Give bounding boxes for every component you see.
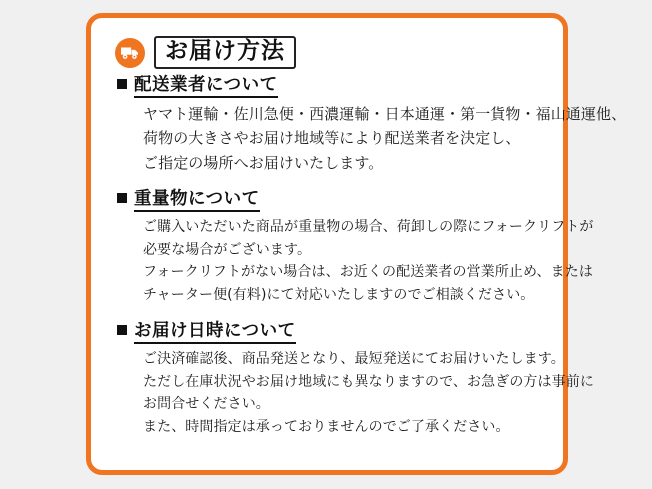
body-line: チャーター便(有料)にて対応いたしますのでご相談ください。: [143, 287, 535, 304]
section-title: 配送業者について: [134, 75, 278, 98]
delivery-truck-icon: [115, 38, 145, 68]
body-line: ただし在庫状況やお届け地域にも異なりますので、お急ぎの方は事前に: [143, 373, 594, 390]
section-delivery-datetime: [117, 320, 594, 439]
section-heading-row: [117, 321, 543, 344]
body-line: ご決済確認後、商品発送となり、最短発送にてお届けいたします。: [143, 350, 565, 367]
body-line: ご購入いただいた商品が重量物の場合、荷卸しの際にフォークリフトが: [143, 219, 594, 236]
body-line: ヤマト運輸・佐川急便・西濃運輸・日本通運・第一貨物・福山通運他、: [143, 105, 627, 124]
filled-square-bullet-icon: [117, 193, 127, 203]
page-title: お届け方法: [165, 38, 285, 64]
section-title: 重量物について: [134, 189, 260, 212]
section-shipping-carrier: [117, 75, 627, 175]
card-title-row: [115, 36, 543, 69]
shipping-info-card: [86, 13, 627, 475]
filled-square-bullet-icon: [117, 79, 127, 89]
body-line: 荷物の大きさやお届け地域等により配送業者を決定し、: [143, 129, 521, 148]
section-heading-row: [117, 189, 543, 212]
section-body: [143, 102, 627, 175]
body-line: 必要な場合がございます。: [143, 241, 312, 258]
section-body: [143, 216, 594, 307]
filled-square-bullet-icon: [117, 325, 127, 335]
body-line: フォークリフトがない場合は、お近くの配送業者の営業所止め、または: [143, 264, 593, 281]
body-line: お問合せください。: [143, 396, 270, 413]
section-body: [143, 348, 594, 439]
page-title-box: [154, 36, 296, 69]
body-line: また、時間指定は承っておりませんのでご了承ください。: [143, 418, 510, 435]
body-line: ご指定の場所へお届けいたします。: [143, 153, 384, 172]
section-heading-row: [117, 75, 543, 98]
section-heavy-items: [117, 189, 594, 307]
section-title: お届け日時について: [134, 321, 296, 344]
card-inner: [91, 18, 627, 457]
